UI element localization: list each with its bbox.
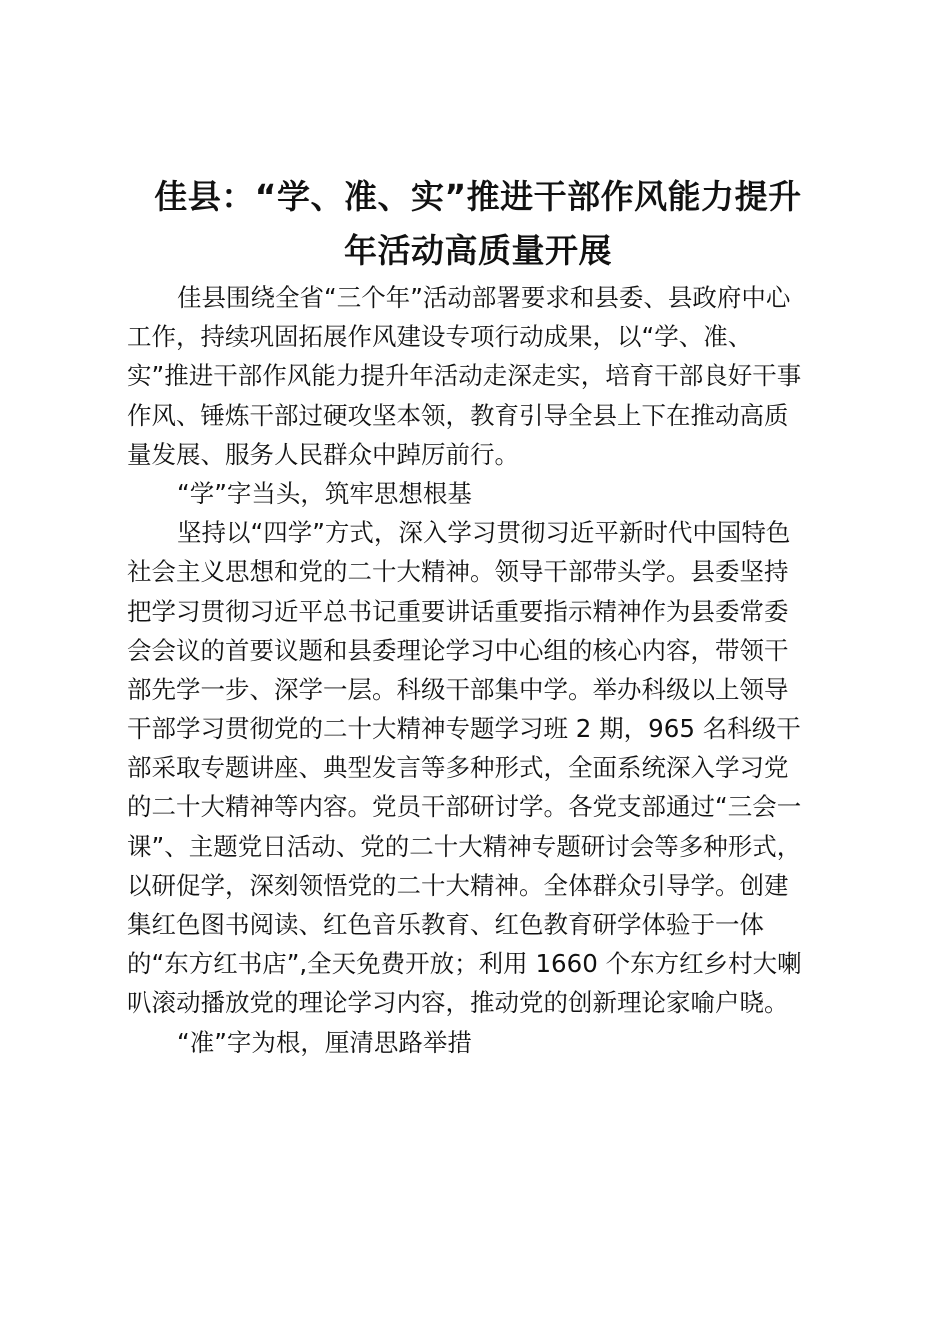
title-line: 佳县：“学、准、实”推进干部作风能力提升: [154, 177, 802, 216]
title-line: 年活动高质量开展: [344, 231, 612, 270]
paragraph-line: 会会议的首要议题和县委理论学习中心组的核心内容，带领干: [127, 635, 789, 665]
document-title: [122, 170, 834, 278]
section-paragraph-xue: [127, 513, 837, 1022]
paragraph-line: 量发展、服务人民群众中踔厉前行。: [127, 439, 519, 469]
section-heading-line: “学”字当头，筑牢思想根基: [177, 478, 472, 508]
intro-paragraph: [127, 278, 837, 474]
paragraph-line: 社会主义思想和党的二十大精神。领导干部带头学。县委坚持: [127, 557, 789, 587]
section-heading-line: “准”字为根，厘清思路举措: [177, 1027, 472, 1057]
paragraph-line: 课”、主题党日活动、党的二十大精神专题研讨会等多种形式，: [127, 831, 802, 861]
paragraph-line: 部先学一步、深学一层。科级干部集中学。举办科级以上领导: [127, 674, 789, 704]
paragraph-line: 部采取专题讲座、典型发言等多种形式，全面系统深入学习党: [127, 753, 789, 783]
paragraph-line: 佳县围绕全省“三个年”活动部署要求和县委、县政府中心: [177, 283, 791, 312]
paragraph-line: 工作，持续巩固拓展作风建设专项行动成果，以“学、准、: [127, 322, 753, 352]
paragraph-line: 以研促学，深刻领悟党的二十大精神。全体群众引导学。创建: [127, 870, 789, 900]
paragraph-line: 实”推进干部作风能力提升年活动走深走实，培育干部良好干事: [127, 361, 802, 391]
section-heading-xue: [127, 474, 837, 513]
paragraph-line: 把学习贯彻习近平总书记重要讲话重要指示精神作为县委常委: [127, 596, 789, 626]
document-body: [127, 278, 837, 1062]
paragraph-line: 的二十大精神等内容。党员干部研讨学。各党支部通过“三会一: [127, 792, 802, 822]
paragraph-line: 作风、锤炼干部过硬攻坚本领，教育引导全县上下在推动高质: [127, 400, 789, 430]
section-heading-zhun: [127, 1023, 837, 1062]
paragraph-line: 叭滚动播放党的理论学习内容，推动党的创新理论家喻户晓。: [127, 988, 789, 1018]
paragraph-line: 的“东方红书店”,全天免费开放；利用 1660 个东方红乡村大喇: [127, 949, 802, 979]
paragraph-line: 干部学习贯彻党的二十大精神专题学习班 2 期，965 名科级干: [127, 714, 801, 744]
paragraph-line: 集红色图书阅读、红色音乐教育、红色教育研学体验于一体: [127, 910, 764, 939]
paragraph-line: 坚持以“四学”方式，深入学习贯彻习近平新时代中国特色: [177, 518, 791, 548]
